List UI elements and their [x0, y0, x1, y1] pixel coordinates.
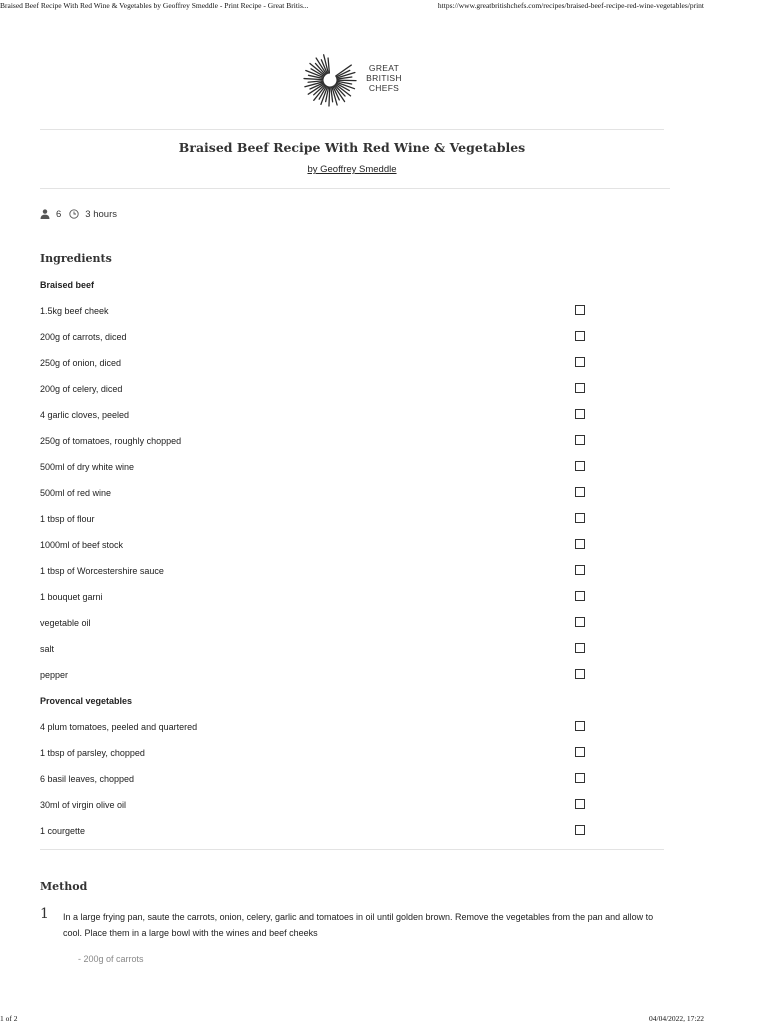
ingredient-label: 250g of tomatoes, roughly chopped	[40, 436, 182, 446]
print-header	[0, 0, 768, 12]
ingredient-label: 4 plum tomatoes, peeled and quartered	[40, 722, 198, 732]
page-number: 1 of 2	[0, 1014, 18, 1023]
ingredient-label: 250g of onion, diced	[40, 358, 122, 368]
ingredient-row	[40, 668, 600, 694]
ingredient-checkbox[interactable]	[575, 721, 585, 731]
divider	[40, 849, 664, 850]
ingredient-checkbox[interactable]	[575, 435, 585, 445]
ingredient-label: vegetable oil	[40, 618, 91, 628]
ingredient-label: 1 bouquet garni	[40, 592, 103, 602]
recipe-title: Braised Beef Recipe With Red Wine & Vegetables	[178, 140, 526, 155]
ingredient-label: pepper	[40, 670, 69, 680]
ingredient-row	[40, 720, 600, 746]
ingredient-label: 4 garlic cloves, peeled	[40, 410, 130, 420]
serves-count: 6	[56, 208, 62, 220]
ingredients-heading: Ingredients	[40, 252, 112, 265]
recipe-meta	[40, 208, 117, 220]
ingredient-label: 6 basil leaves, chopped	[40, 774, 135, 784]
sunburst-logo-icon	[302, 52, 358, 108]
ingredient-row	[40, 798, 600, 824]
ingredient-checkbox[interactable]	[575, 643, 585, 653]
logo-wordmark: GREAT BRITISH CHEFS	[366, 63, 402, 93]
ingredient-label: 1 tbsp of flour	[40, 514, 95, 524]
ingredient-checkbox[interactable]	[575, 461, 585, 471]
great-british-chefs-logo	[302, 52, 412, 108]
ingredient-checkbox[interactable]	[575, 487, 585, 497]
ingredient-checkbox[interactable]	[575, 383, 585, 393]
ingredient-label: 200g of carrots, diced	[40, 332, 127, 342]
author-link[interactable]: by Geoffrey Smeddle	[307, 164, 397, 175]
ingredient-label: 1 tbsp of parsley, chopped	[40, 748, 145, 758]
print-page-url: https://www.greatbritishchefs.com/recipes/braised-beef-recipe-red-wine-vegetables/print	[437, 1, 704, 10]
ingredient-checkbox[interactable]	[575, 565, 585, 575]
ingredient-row	[40, 408, 600, 434]
print-page-title: Braised Beef Recipe With Red Wine & Vegetables by Geoffrey Smeddle - Print Recipe - Great Britis...	[0, 1, 309, 10]
ingredient-label: salt	[40, 644, 55, 654]
ingredient-row	[40, 512, 600, 538]
ingredient-checkbox[interactable]	[575, 331, 585, 341]
ingredient-group-heading: Braised beef	[40, 280, 95, 290]
ingredient-checkbox[interactable]	[575, 747, 585, 757]
divider	[40, 188, 670, 189]
ingredient-row	[40, 356, 600, 382]
ingredient-row	[40, 772, 600, 798]
clock-icon	[69, 209, 79, 219]
ingredient-checkbox[interactable]	[575, 305, 585, 315]
serves-info	[40, 209, 61, 220]
ingredient-checkbox[interactable]	[575, 617, 585, 627]
ingredient-checkbox[interactable]	[575, 591, 585, 601]
ingredient-row	[40, 564, 600, 590]
ingredient-row	[40, 460, 600, 486]
person-icon	[40, 209, 50, 219]
ingredient-row	[40, 642, 600, 668]
ingredient-label: 500ml of dry white wine	[40, 462, 135, 472]
ingredient-row	[40, 538, 600, 564]
ingredient-label: 30ml of virgin olive oil	[40, 800, 127, 810]
ingredient-checkbox[interactable]	[575, 539, 585, 549]
print-footer	[0, 1012, 768, 1024]
ingredient-checkbox[interactable]	[575, 513, 585, 523]
ingredient-label: 200g of celery, diced	[40, 384, 123, 394]
ingredient-row	[40, 304, 600, 330]
step-ingredient: - 200g of carrots	[78, 954, 144, 964]
print-datetime: 04/04/2022, 17:22	[648, 1014, 704, 1023]
ingredient-checkbox[interactable]	[575, 669, 585, 679]
step-number: 1	[40, 906, 49, 922]
ingredient-row	[40, 746, 600, 772]
divider	[40, 129, 664, 130]
ingredient-row	[40, 590, 600, 616]
ingredient-list	[40, 278, 600, 850]
ingredient-group-heading: Provencal vegetables	[40, 696, 133, 706]
ingredient-checkbox[interactable]	[575, 357, 585, 367]
ingredient-label: 1.5kg beef cheek	[40, 306, 109, 316]
ingredient-row	[40, 616, 600, 642]
ingredient-row	[40, 824, 600, 850]
cook-time: 3 hours	[85, 208, 117, 220]
time-info	[69, 209, 117, 220]
ingredient-row	[40, 330, 600, 356]
ingredient-checkbox[interactable]	[575, 825, 585, 835]
step-text: In a large frying pan, saute the carrots, onion, celery, garlic and tomatoes in oil until golden brown. Remove the vegetables from the pan and allow to cool. Place them in a large bowl with the wines and beef cheeks	[63, 912, 654, 938]
ingredient-row	[40, 486, 600, 512]
method-heading: Method	[40, 880, 88, 893]
ingredient-label: 1 courgette	[40, 826, 86, 836]
ingredient-label: 1000ml of beef stock	[40, 540, 124, 550]
ingredient-label: 1 tbsp of Worcestershire sauce	[40, 566, 164, 576]
ingredient-row	[40, 382, 600, 408]
ingredient-checkbox[interactable]	[575, 409, 585, 419]
ingredient-checkbox[interactable]	[575, 799, 585, 809]
ingredient-row	[40, 434, 600, 460]
ingredient-checkbox[interactable]	[575, 773, 585, 783]
ingredient-label: 500ml of red wine	[40, 488, 112, 498]
